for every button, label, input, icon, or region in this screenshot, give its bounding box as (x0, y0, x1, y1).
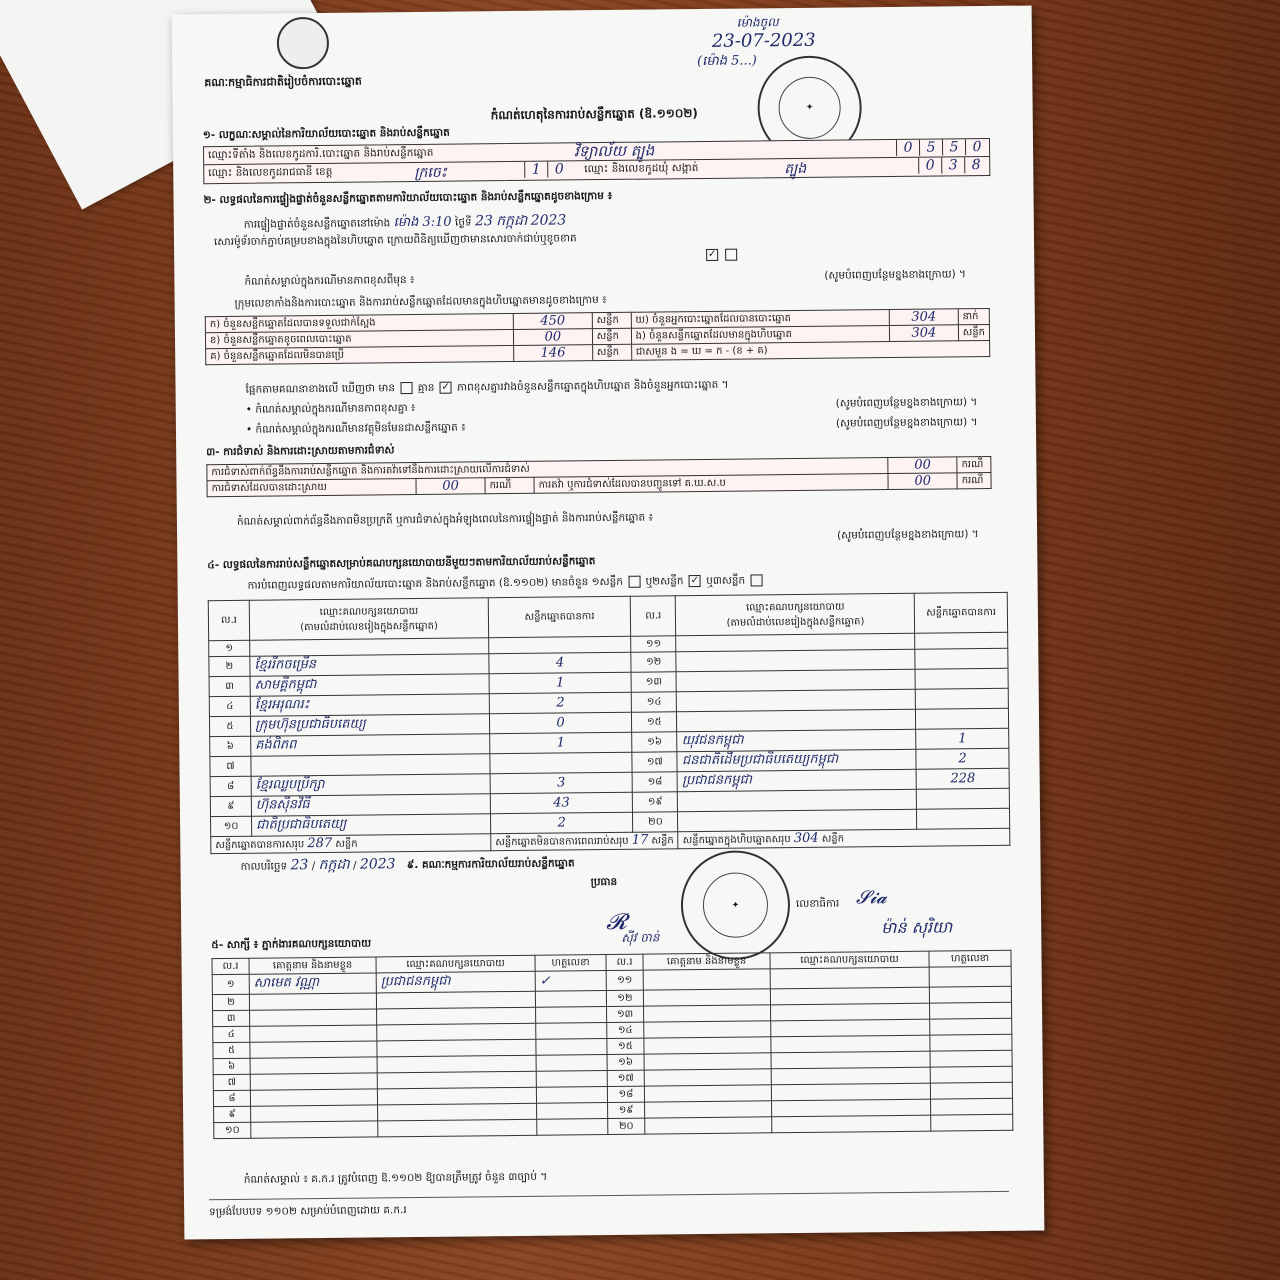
table-cell (916, 708, 1009, 729)
section2-title: ២- លទ្ធផលនៃការផ្ទៀងផ្ទាត់ចំនួនសន្លឹកឆ្នោតតាមការិយាល័យបោះឆ្នោត និងរាប់សន្លឹកឆ្នោតដូចខាងក្រោម ៖ (203, 189, 613, 207)
table-cell (645, 1117, 772, 1134)
table-cell (536, 1023, 607, 1040)
table-cell (916, 688, 1009, 709)
election-form-sheet (172, 6, 1045, 1240)
table-cell (250, 1025, 377, 1042)
table-cell (250, 1073, 377, 1090)
table-cell: ២ (209, 656, 250, 676)
table-cell: ៦ (213, 1058, 250, 1074)
table-cell: ១៨ (632, 772, 677, 792)
witness-header: ល.រ គោត្តនាម និងនាមខ្លួន ឈ្មោះគណបក្សនយោបាយ ហត្ថលេខា ល.រ គោត្តនាម និងនាមខ្លួន ឈ្មោះគណបក្សនយោបាយ ហត្ថលេខា (212, 950, 1011, 974)
section1-title: ១- លក្ខណៈសម្គាល់នៃការិយាល័យបោះឆ្នោត និងរាប់សន្លឹកឆ្នោត (202, 126, 450, 142)
table-cell: ខ្មែររីកចម្រើន (250, 654, 489, 677)
table-cell: ១២ (606, 990, 643, 1006)
party-results-header: ល.រ ឈ្មោះគណបក្សនយោបាយ (តាមលំដាប់លេខរៀងក្នុងសន្លឹកឆ្នោត) សន្លឹកឆ្នោតបានការ ល.រ ឈ្មោះគណបក្សនយោបាយ (តាមលំដាប់លេខរៀងក្នុងសន្លឹកឆ្នោត) សន្លឹកឆ្នោតបានការ (208, 592, 1007, 640)
ballot-count-table (205, 308, 990, 365)
table-cell: ៨ (210, 776, 251, 796)
witness-footer-note: កំណត់សម្គាល់ ៖ គ.ក.រ ត្រូវបំពេញ ឱ.១១០២ ឱ្យបានត្រឹមត្រូវ ចំនួន ៣ច្បាប់ ។ (243, 1170, 548, 1186)
table-cell: ១៦ (607, 1054, 644, 1070)
table-cell: ១៧ (607, 1070, 644, 1086)
table-cell (378, 1103, 537, 1121)
table-cell (536, 1087, 607, 1104)
table-cell: 2 (916, 748, 1009, 769)
table-cell: ៥ (209, 716, 250, 736)
table-cell (917, 808, 1010, 829)
table-cell: ១៦ (632, 732, 677, 752)
table-cell (536, 1039, 607, 1056)
location-value: វិទ្យាល័យ ត្បូង (573, 141, 655, 161)
table-cell (931, 1098, 1013, 1115)
witness-table (211, 950, 1013, 1139)
section5-title: ៥- សាក្សី ៖ ភ្នាក់ងារគណបក្សនយោបាយ (211, 937, 372, 952)
chair-name: ស៊ីវ ចាន់ (621, 930, 660, 945)
table-cell (915, 668, 1008, 689)
table-cell (644, 1053, 771, 1070)
chair-signature: 𝓡 (606, 909, 627, 936)
table-cell (929, 986, 1011, 1003)
table-cell (678, 789, 917, 812)
difference-note: កំណត់សម្គាល់ក្នុងករណីមានភាពខុសពីមុន ៖ (244, 274, 415, 288)
table-cell: ៥ (213, 1042, 250, 1058)
table-cell: ៣ (209, 676, 250, 696)
ballot-row: គ) ចំនួនសន្លឹកឆ្នោតដែលមិនបានប្រើ 146 សន្លឹក ជាសមួន ង = ឃ = ក - (ខ + គ) (206, 340, 990, 364)
table-cell (251, 754, 490, 777)
table-cell: ៨ (213, 1090, 250, 1106)
table-cell (771, 1067, 930, 1085)
checkbox-checked[interactable]: ✓ (690, 575, 700, 587)
objection-fill-note: (សូមបំពេញបន្ថែមខ្នងខាងក្រោយ) ។ (837, 528, 979, 542)
difference-fill-note: (សូមបំពេញបន្ថែមខ្នងខាងក្រោយ) ។ (824, 268, 966, 282)
table-cell (930, 1066, 1012, 1083)
objection-table (206, 456, 991, 497)
table-cell (378, 1119, 537, 1137)
table-cell: 0 (489, 712, 631, 733)
table-cell: ៩ (214, 1106, 251, 1122)
table-cell: ៤ (213, 1026, 250, 1042)
table-cell (645, 1101, 772, 1118)
table-cell (930, 1034, 1012, 1051)
commune-code: 0 3 8 (918, 157, 987, 174)
seal-emblem-icon: ✦ (703, 872, 769, 938)
table-cell: ✓ (535, 971, 606, 992)
table-cell: ១០ (214, 1122, 251, 1138)
table-cell (643, 989, 770, 1006)
lock-checkboxes (704, 249, 739, 261)
bullet-difference-fill: (សូមបំពេញបន្ថែមខ្នងខាងក្រោយ) ។ (835, 396, 978, 410)
table-cell (536, 1055, 607, 1072)
table-cell: ១ (209, 640, 250, 656)
table-cell (644, 1085, 771, 1102)
table-cell: ១១ (606, 970, 643, 990)
table-cell (376, 991, 535, 1009)
table-cell (930, 1050, 1012, 1067)
table-cell: ៦ (210, 736, 251, 756)
table-cell: ១៤ (631, 692, 676, 712)
table-cell: គង់ពិភព (251, 734, 490, 757)
location-code: 0 5 5 0 (896, 139, 988, 156)
table-cell: 4 (489, 652, 631, 673)
secretary-name: ម៉ាន់ សុរិយា (881, 917, 953, 938)
official-seal-bottom (680, 850, 790, 960)
table-cell (377, 1007, 536, 1025)
table-cell (915, 632, 1008, 649)
verify-time-line: ការផ្ទៀងផ្ទាត់ចំនួនសន្លឹកឆ្នោតនៅម៉ោង ម៉ោង 3:10 ថ្ងៃទី 23 កក្កដា 2023 (243, 212, 567, 231)
table-cell (377, 1071, 536, 1089)
table-cell (917, 788, 1010, 809)
table-cell (772, 1115, 931, 1133)
table-cell: 1 (489, 672, 631, 693)
table-cell (930, 1002, 1012, 1019)
table-cell: ៣ (213, 1010, 250, 1026)
table-cell (644, 1069, 771, 1086)
table-cell: ៧ (210, 756, 251, 776)
table-cell (251, 1121, 378, 1138)
table-cell (377, 1039, 536, 1057)
objection-row: ការជំទាស់ដែលបានដោះស្រាយ 00 ករណី ការតវ៉ា ឬការជំទាស់ដែលបានបញ្ជូនទៅ គ.ឃ.ស.ប 00 ករណី (207, 472, 991, 496)
province-label: ឈ្មោះ និងលេខកូដរាជធានី ខេត្ត (208, 165, 333, 180)
table-cell: ១១ (631, 636, 676, 652)
top-right-time: (ម៉ោង 5...) (697, 53, 757, 70)
party-col-header: ឈ្មោះគណបក្សនយោបាយ (តាមលំដាប់លេខរៀងក្នុងសន្លឹកឆ្នោត) (249, 598, 488, 641)
table-cell (931, 1114, 1013, 1131)
form-title: កំណត់ហេតុនៃការរាប់សន្លឹកឆ្នោត (ឱ.១១០២) (490, 106, 698, 123)
checkbox-empty[interactable] (400, 382, 412, 394)
table-cell: ជនជាតិដើមប្រជាធិបតេយ្យកម្ពុជា (677, 749, 916, 772)
calc-result-line: ផ្អែកតាមគណនាខាងលើ ឃើញថា មាន គ្មាន ✓ ភាពខុសគ្នារវាងចំនួនសន្លឹកឆ្នោតក្នុងហិបឆ្នោត និងចំនួនអ្នកបោះឆ្នោត ។ (245, 378, 729, 396)
bullet-object-fill: (សូមបំពេញបន្ថែមខ្នងខាងក្រោយ) ។ (835, 416, 978, 430)
section4-subtitle: ការបំពេញលទ្ធផលតាមការិយាល័យបោះឆ្នោត និងរាប់សន្លឹកឆ្នោត (ឱ.១១០២) មានចំនួន ១សន្លឹក ឬ២សន្លឹក ✓ ឬ៣សន្លឹក (248, 574, 765, 594)
province-value: ក្រចេះ (414, 164, 447, 182)
table-cell (772, 1099, 931, 1117)
table-cell: 1 (916, 728, 1009, 749)
table-cell (250, 1041, 377, 1058)
checkbox-empty[interactable] (628, 576, 640, 588)
table-cell: យុវជនកម្ពុជា (677, 729, 916, 752)
secretary-label: លេខាធិការ (795, 897, 840, 911)
lock-line: សោរម៉ូទ័រចាក់ភ្ជាប់គម្របខាងក្នុងនៃហិបឆ្នោត ក្រោយពិនិត្យឃើញថាមានសោរចាក់ជាប់ឬខូចខាត (213, 232, 577, 249)
table-cell (644, 1037, 771, 1054)
table-cell (643, 969, 770, 990)
checkbox-checked[interactable]: ✓ (707, 248, 717, 260)
checkbox-empty[interactable] (750, 574, 762, 586)
table-cell (535, 991, 606, 1008)
table-cell: ៤ (209, 696, 250, 716)
seal-emblem-icon: ✦ (778, 77, 841, 140)
national-emblem-icon (277, 17, 330, 70)
secretary-signature: 𝓢𝓲𝓪 (855, 887, 887, 909)
ballot-intro: ក្រុមលេខាកាំងនិងការបោះឆ្នោត និងការរាប់សន្លឹកឆ្នោតដែលមានក្នុងហិបឆ្នោតមានដូចខាងក្រោម ៖ (234, 293, 607, 310)
chair-label: ប្រធាន (590, 875, 618, 889)
table-cell: សាមគ្គីកម្ពុជា (250, 674, 489, 697)
table-cell: ១២ (631, 652, 676, 672)
table-cell: 2 (490, 812, 632, 833)
table-cell: 2 (489, 692, 631, 713)
table-cell (644, 1005, 771, 1022)
form-footer: ទម្រង់បែបបទ ១១០២ សម្រាប់បំពេញដោយ គ.ក.រ (209, 1204, 407, 1219)
checkbox-empty[interactable] (725, 249, 737, 261)
table-cell (677, 709, 916, 732)
top-right-date: 23-07-2023 (711, 29, 816, 52)
table-cell: ២ (212, 994, 249, 1010)
table-cell: ១៨ (607, 1086, 644, 1102)
top-right-label: ម៉ោងចូល (736, 15, 779, 30)
table-cell: ២០ (633, 812, 678, 832)
ballot-row: ខ) ចំនួនសន្លឹកឆ្នោតខូចពេលបោះឆ្នោត 00 សន្លឹក ង) ចំនួនសន្លឹកឆ្នោតដែលមានក្នុងហិបឆ្នោត 304 សន្លឹក (205, 324, 989, 348)
table-cell (770, 987, 929, 1005)
party-results-table (208, 592, 1011, 854)
table-cell: ១៩ (633, 792, 678, 812)
count-date: កាលបរិច្ឆេទ 23 / កក្កដា / 2023 ៩. គណៈកម្មការការិយាល័យរាប់សន្លឹកឆ្នោត (240, 856, 575, 874)
table-cell: ១៣ (631, 672, 676, 692)
table-cell (676, 669, 915, 692)
bullet-object: • កំណត់សម្គាល់ក្នុងករណីមានវត្ថុមិនមែនជាសន្លឹកឆ្នោត ៖ (245, 421, 466, 436)
table-cell (771, 1019, 930, 1037)
table-cell: ១៤ (607, 1022, 644, 1038)
table-cell: ១៣ (607, 1006, 644, 1022)
table-cell (377, 1055, 536, 1073)
checkbox-checked[interactable]: ✓ (441, 381, 450, 393)
location-label: ឈ្មោះទីតាំង និងលេខកូដការិ.បោះឆ្នោត និងរាប់សន្លឹកឆ្នោត (208, 146, 434, 162)
objection-row: ការជំទាស់ពាក់ព័ន្ធនឹងការរាប់សន្លឹកឆ្នោត និងការតវ៉ាទៅនឹងការដោះស្រាយលើការជំទាស់ 00 ករណី (207, 456, 991, 480)
bullet-difference: • កំណត់សម្គាល់ក្នុងករណីមានភាពខុសគ្នា ៖ (245, 402, 416, 416)
table-cell: ១ (212, 974, 249, 994)
table-cell (536, 1007, 607, 1024)
table-cell (251, 1105, 378, 1122)
table-cell (771, 1083, 930, 1101)
commune-value: ត្បូង (784, 160, 807, 178)
table-cell: ហ៊ុនស៊ីនវិធី (251, 794, 490, 817)
table-cell: 1 (490, 732, 632, 753)
table-cell (536, 1071, 607, 1088)
table-cell (771, 1003, 930, 1021)
ministry-name: គណៈកម្មាធិការជាតិរៀបចំការបោះឆ្នោត (204, 74, 362, 90)
table-cell: ១០ (211, 816, 252, 836)
table-cell (489, 636, 631, 653)
table-cell (250, 1057, 377, 1074)
table-cell: 43 (490, 792, 632, 813)
party-col-header-right: ឈ្មោះគណបក្សនយោបាយ (តាមលំដាប់លេខរៀងក្នុងសន្លឹកឆ្នោត) (676, 593, 915, 636)
table-cell (249, 993, 376, 1010)
table-cell: ៧ (213, 1074, 250, 1090)
table-cell: 3 (490, 772, 632, 793)
objection-note: កំណត់សម្គាល់ពាក់ព័ន្ធនឹងភាពមិនប្រក្រតី ឬការជំទាស់ក្នុងអំឡុងពេលនៃការផ្ទៀងផ្ទាត់ និងការរាប់សន្លឹកឆ្នោត ៖ (236, 511, 654, 528)
table-cell (676, 649, 915, 672)
table-cell (537, 1119, 608, 1136)
party-totals-row: សន្លឹកឆ្នោតបានការសរុប 287 សន្លឹក សន្លឹកឆ្នោតមិនបានការពេលរាប់សរុប 17 សន្លឹក សន្លឹកឆ្នោតក្នុងហិបឆ្នោតសរុប 304 សន្លឹក (211, 828, 1010, 853)
section1-box (203, 138, 990, 184)
table-cell: ១៥ (607, 1038, 644, 1054)
table-cell (929, 966, 1011, 987)
table-cell (377, 1087, 536, 1105)
table-cell (770, 967, 929, 989)
table-cell: 228 (917, 768, 1010, 789)
table-cell (930, 1082, 1012, 1099)
table-cell (930, 1018, 1012, 1035)
province-code: 1 0 (524, 161, 570, 177)
table-cell (771, 1051, 930, 1069)
table-cell (644, 1021, 771, 1038)
table-cell: ប្រជាជនកម្ពុជា (678, 769, 917, 792)
section4-title: ៤- លទ្ធផលនៃការរាប់សន្លឹកឆ្នោតសម្រាប់គណបក្សនយោបាយនីមួយៗតាមការិយាល័យរាប់សន្លឹកឆ្នោត (207, 555, 596, 572)
table-cell (250, 1089, 377, 1106)
table-cell: ខ្មែរអរុណរះ (250, 694, 489, 717)
section3-title: ៣- ការជំទាស់ និងការដោះស្រាយតាមការជំទាស់ (206, 444, 395, 459)
table-cell: ៩ (210, 796, 251, 816)
table-cell: ១៩ (608, 1102, 645, 1118)
table-cell (377, 1023, 536, 1041)
table-cell (677, 689, 916, 712)
table-cell (490, 752, 632, 773)
table-cell (250, 1009, 377, 1026)
table-cell: ១៥ (632, 712, 677, 732)
table-cell: ១៧ (632, 752, 677, 772)
commune-label: ឈ្មោះ និងលេខកូដឃុំ សង្កាត់ (584, 162, 699, 176)
ballot-row: ក) ចំនួនសន្លឹកឆ្នោតដែលបានទទួលជាក់ស្តែង 450 សន្លឹក ឃ) ចំនួនអ្នកបោះឆ្នោតដែលបានបោះឆ្នោត 304 នាក់ (205, 308, 989, 332)
table-cell (771, 1035, 930, 1053)
table-cell (915, 648, 1008, 669)
table-cell (678, 809, 917, 832)
table-cell: ក្រុមហ៊ុនប្រជាធិបតេយ្យ (250, 714, 489, 737)
table-cell: ខ្មែរឈ្លបប្រឹក្សា (251, 774, 490, 797)
table-cell (537, 1103, 608, 1120)
table-cell: ២០ (608, 1118, 645, 1134)
table-cell: ប្រជាជនកម្ពុជា (376, 971, 535, 993)
table-cell: សាមេត វណ្ណា (249, 973, 376, 994)
table-cell: ជាតិប្រជាធិបតេយ្យ (252, 814, 491, 837)
